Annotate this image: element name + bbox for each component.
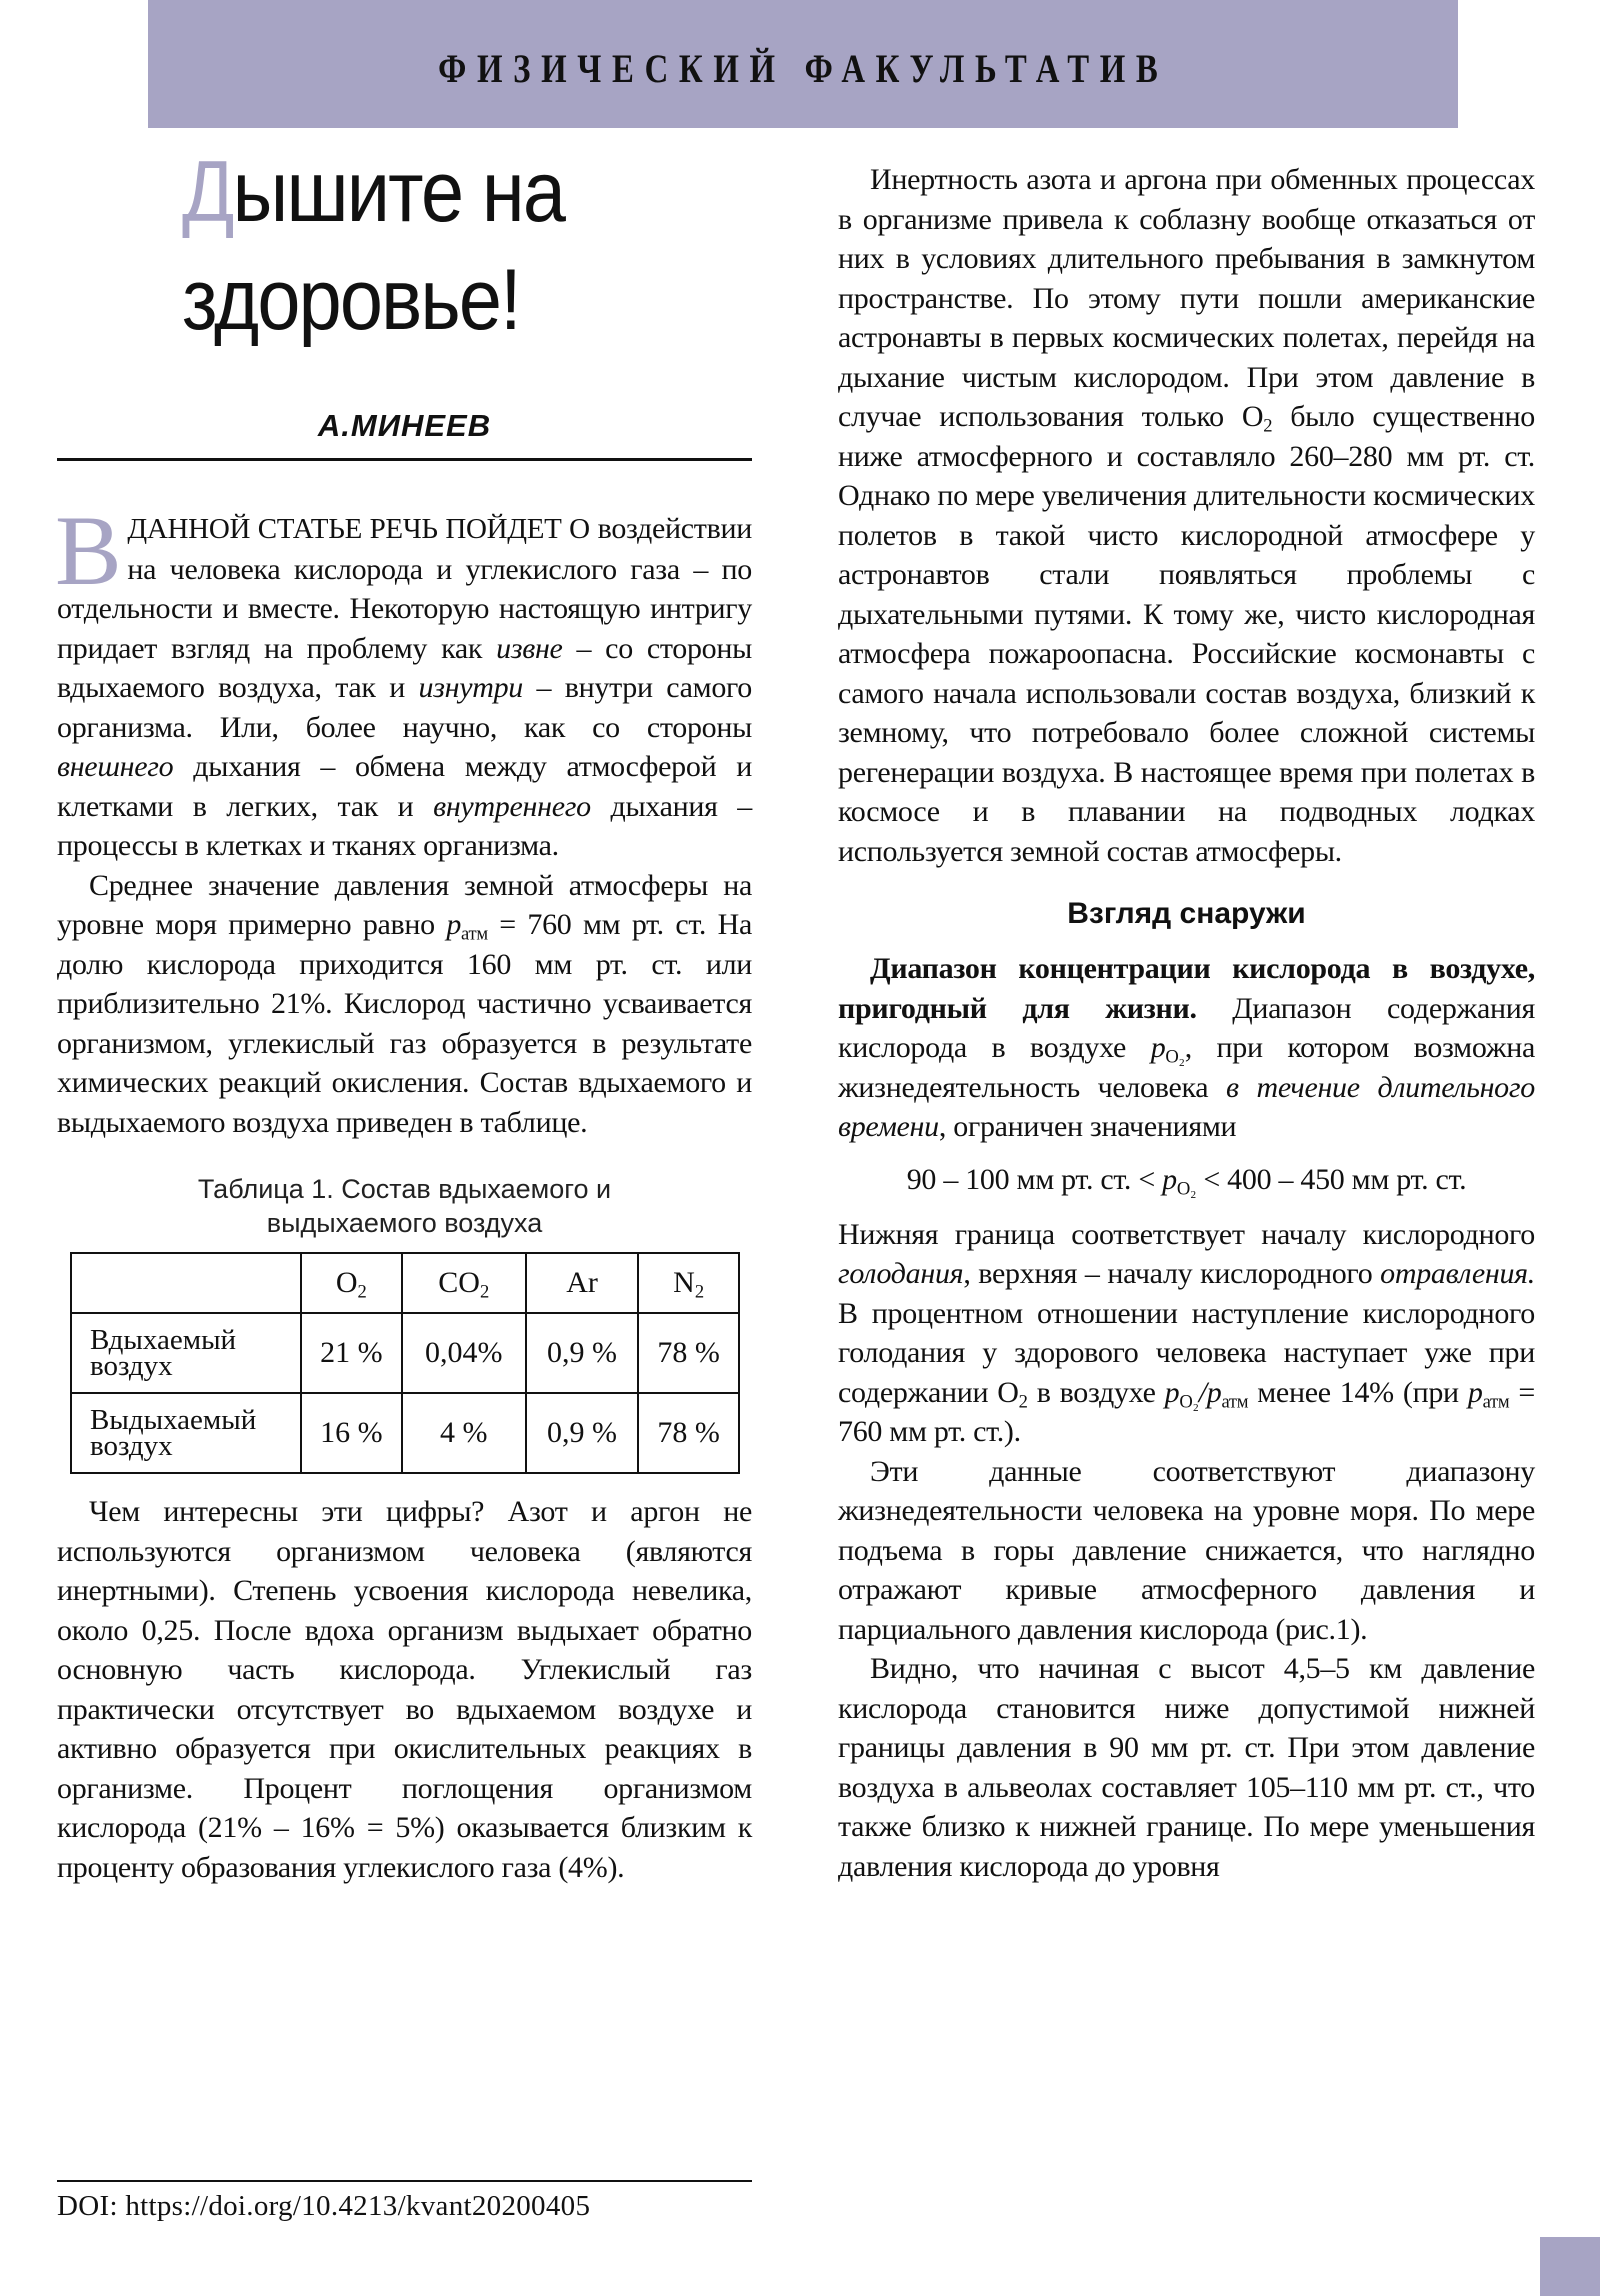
section-title: ФИЗИЧЕСКИЙ ФАКУЛЬТАТИВ [437,45,1169,91]
pressure-paragraph [57,866,752,1143]
text: , ограничен значениями [938,1110,1237,1143]
inert-gases-paragraph [838,160,1535,871]
text: было существенно ниже атмосферного и составляло 260–280 мм рт. ст. Однако по мере увеличения длительности космических полетов в такой чисто кислородной атмосфере у астронавтов стали появляться проблемы с дыхательными путями. К тому же, чисто кислородная атмосфера пожароопасна. Российские космонавты с самого начала использовали состав воздуха, близкий к земному, что потребовало более сложной системы регенерации воздуха. В настоящее время при полетах в космосе и в плавании на подводных лодках используется земной состав атмосферы. [838,400,1536,868]
oxygen-range-formula [838,1162,1535,1200]
author-name: А.МИНЕЕВ [317,408,492,443]
page-corner-marker [1540,2237,1600,2296]
subscript: O₂ [1179,1391,1199,1413]
variable: p [1164,1375,1180,1409]
table-caption [57,1172,752,1240]
gas: O [335,1266,358,1299]
subscript: O₂ [1176,1178,1197,1200]
article-title [182,138,695,354]
text: менее 14% (при [1248,1375,1468,1409]
label: Выдыхаемый [90,1404,257,1436]
variable: p [446,908,462,941]
subscript: атм [461,923,488,945]
text: Диапазон содержания кислорода в воздухе [838,991,1535,1064]
row-label [71,1313,301,1393]
text: = 760 мм рт. ст. На долю кислорода приходится 160 мм рт. ст. или приблизительно 21%. Кислород частично усваивается организмом, углекислый газ образуется в результате химических реакций окисления. Состав вдыхаемого и выдыхаемого воздуха приведен в таблице. [57,908,752,1139]
text: – со стороны вдыхаемого воздуха, так и [57,631,752,704]
label: воздух [90,1350,173,1382]
column-header [526,1253,638,1313]
text: В процентном отношении наступление кислородного голодания у здорового человека наступает уже при содержании O [838,1296,1535,1409]
run-in-heading: Диапазон концентрации кислорода в воздухе, пригодный для жизни. [838,952,1535,1025]
emphasis: изнутри [418,671,523,704]
variable: /p [1198,1375,1222,1409]
sea-level-paragraph: Эти данные соответствуют диапазону жизнедеятельности человека на уровне моря. По мере подъема в горы давление снижается, что наглядно отражают кривые атмосферного давления и парциального давления кислорода (рис.1). [838,1454,1535,1646]
title-initial-letter: Д [182,144,233,240]
lead-caps: ДАННОЙ СТАТЬЕ РЕЧЬ ПОЙДЕТ О [127,513,590,545]
table-header-row [71,1253,739,1313]
table-cell: 0,9 % [526,1313,638,1393]
text: дыхания – процессы в клетках и тканях организма. [57,789,753,862]
text: – внутри самого организма. Или, более научно, как со стороны [57,671,752,744]
formula-right: < 400 – 450 мм рт. ст. [1196,1162,1467,1196]
text: в воздухе [1027,1375,1165,1409]
subscript: 2 [479,1281,490,1303]
title-line-1: ышите на [232,144,565,240]
table-cell: 4 % [402,1393,526,1473]
variable: p [1162,1162,1177,1196]
formula-left: 90 – 100 мм рт. ст. < [906,1162,1163,1196]
left-column [57,128,752,1887]
emphasis: внешнего [57,750,174,783]
subscript: 2 [694,1281,705,1303]
text: , верхняя – началу кислородного [963,1257,1381,1290]
label: воздух [90,1430,173,1462]
footnote-divider [57,2180,752,2182]
subscript: 2 [357,1281,367,1303]
subscript: 2 [1018,1391,1028,1413]
table-cell: 0,9 % [526,1393,638,1473]
table-cell: 78 % [638,1313,739,1393]
text: = 760 мм рт. ст.). [838,1375,1536,1448]
oxygen-range-paragraph [838,949,1535,1147]
section-subheading: Взгляд снаружи [1067,897,1306,930]
right-column [838,160,1535,1886]
column-header [301,1253,402,1313]
table-cell: 21 % [301,1313,402,1393]
empty-header-cell [71,1253,301,1313]
author-divider [57,458,752,461]
text: дыхания – обмена между атмосферой и клетками в легких, так и [57,750,752,823]
gas: CO [438,1266,480,1299]
text: , при котором возможна жизнедеятельность человека [838,1031,1535,1104]
variable: p [1150,1031,1166,1064]
altitude-paragraph: Видно, что начиная с высот 4,5–5 км давление кислорода становится ниже допустимой нижней границы давления в 90 мм рт. ст. При этом давление воздуха в альвеолах составляет 105–110 мм рт. ст., что также близко к нижней границе. По мере уменьшения давления кислорода до уровня [838,1652,1535,1883]
table-cell: 0,04% [402,1313,526,1393]
subscript: 2 [1263,415,1273,437]
air-composition-table [70,1252,740,1474]
caption-line: Таблица 1. Состав вдыхаемого и [197,1174,612,1204]
boundaries-paragraph [838,1215,1535,1452]
gas: N [673,1266,695,1299]
doi-link[interactable]: DOI: https://doi.org/10.4213/kvant20200405 [57,2190,591,2222]
emphasis: отравления. [1380,1257,1535,1290]
emphasis: внутреннего [433,789,591,823]
numbers-paragraph: Чем интересны эти цифры? Азот и аргон не используются организмом человека (являются инертными). Степень усвоения кислорода невелика, около 0,25. После вдоха организм выдыхает обратно основную часть кислорода. Углекислый газ практически отсутствует во вдыхаемом воздухе и активно образуется при окислительных реакциях в организме. Процент поглощения организмом кислорода (21% – 16% = 5%) оказывается близким к проценту образования углекислого газа (4%). [57,1495,752,1884]
table-cell: 16 % [301,1393,402,1473]
emphasis: в течение длительного времени [838,1070,1535,1143]
title-line-2: здоровье! [182,252,520,348]
text: Среднее значение давления земной атмосферы на уровне моря примерно равно [57,868,752,941]
row-label [71,1393,301,1473]
emphasis: извне [496,631,563,665]
subscript: O₂ [1165,1046,1185,1068]
table-row [71,1313,739,1393]
text: Нижняя граница соответствует началу кислородного [838,1217,1535,1251]
subscript: атм [1482,1391,1510,1413]
text: воздействии на человека кислорода и углекислого газа – по отдельности и вместе. Некоторую настоящую интригу придает взгляд на проблему как [57,512,752,665]
emphasis: голодания [838,1257,964,1290]
variable: p [1467,1375,1483,1409]
column-header [638,1253,739,1313]
gas: Ar [566,1266,598,1299]
drop-cap: В [55,495,122,606]
table-row [71,1393,739,1473]
text: Инертность азота и аргона при обменных процессах в организме привела к соблазну вообще отказаться от них в условиях длительного пребывания в замкнутом пространстве. По этому пути пошли американские астронавты в первых космических полетах, перейдя на дыхание чистым кислородом. При этом давление в случае использования только O [838,163,1535,433]
table-cell: 78 % [638,1393,739,1473]
caption-line: выдыхаемого воздуха [266,1208,543,1238]
section-header-band [148,0,1458,128]
column-header [402,1253,526,1313]
label: Вдыхаемый [90,1324,237,1356]
subscript: атм [1221,1391,1249,1413]
intro-paragraph [55,495,753,866]
